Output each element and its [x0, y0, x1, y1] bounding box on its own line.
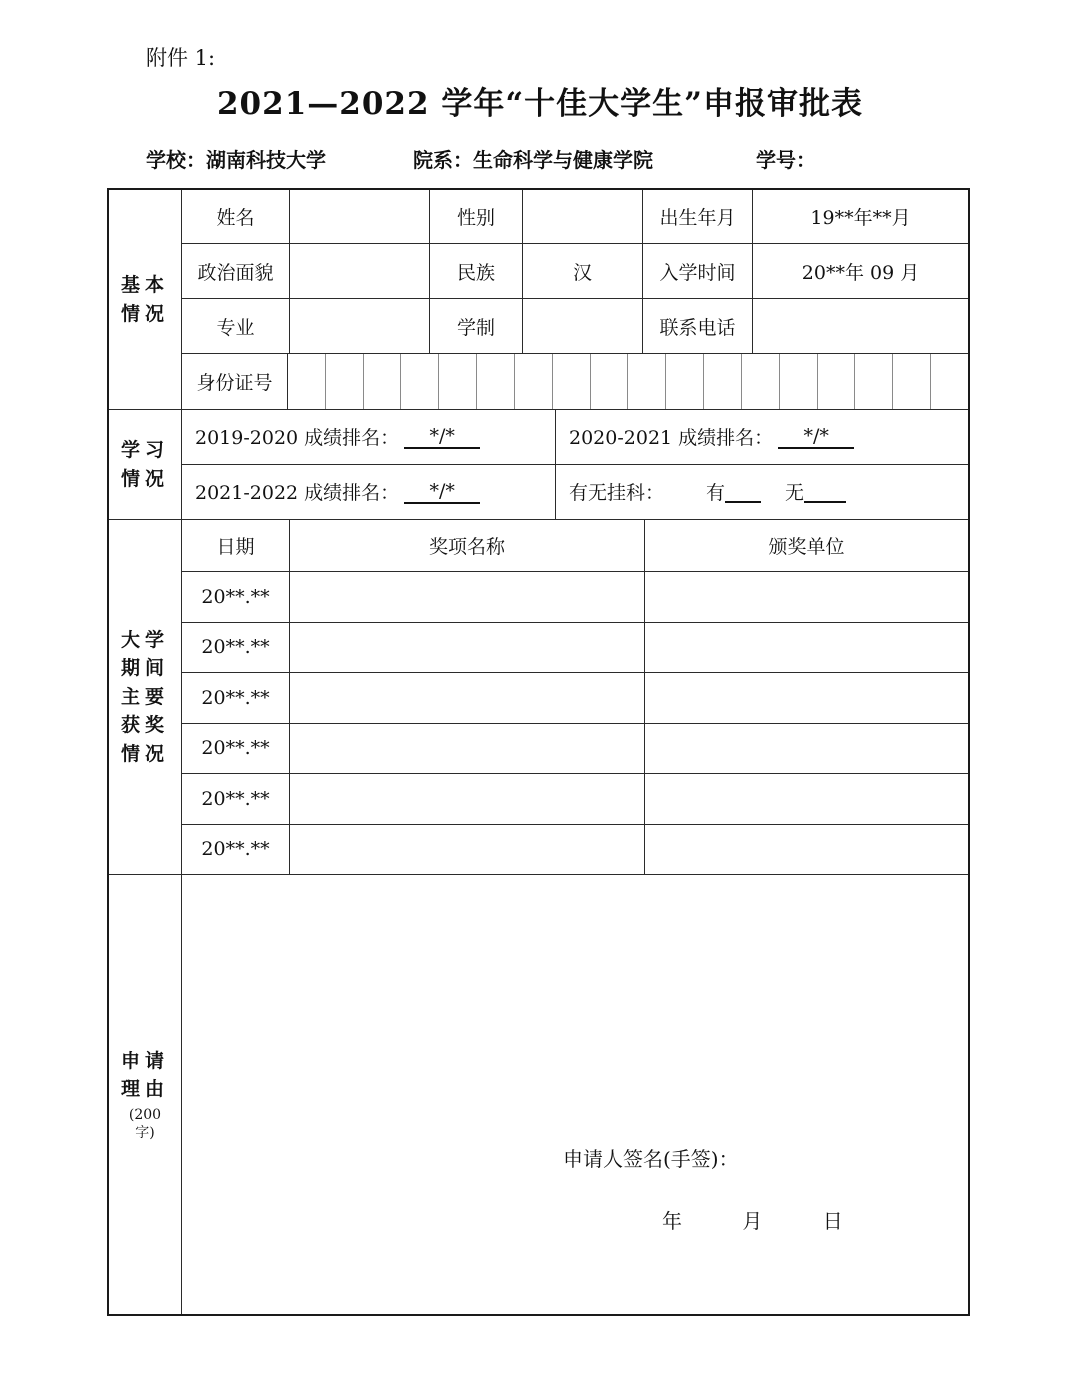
ethnicity-label: 民族 [430, 244, 523, 298]
applicant-signature-label: 申请人签名(手签)： [563, 1147, 739, 1171]
award-row [182, 724, 968, 775]
id-digit-cell[interactable] [288, 354, 326, 409]
failed-course-label: 有无挂科： [569, 482, 665, 505]
id-digit-cell[interactable] [515, 354, 553, 409]
application-reason-field[interactable] [182, 875, 968, 1314]
failed-yes-label: 有 [706, 482, 726, 505]
date-year-label: 年 [662, 1209, 682, 1233]
application-section-label: 申请理由 (200字) [109, 875, 182, 1314]
major-field[interactable] [290, 299, 430, 353]
id-digit-cell[interactable] [931, 354, 968, 409]
study-section-label: 学习情况 [109, 410, 182, 519]
word-limit-note: (200字) [128, 1106, 162, 1141]
id-digit-cell[interactable] [818, 354, 856, 409]
department-label: 院系：生命科学与健康学院 [413, 148, 653, 172]
award-date: 20**.** [182, 623, 290, 673]
political-status-label: 政治面貌 [182, 244, 290, 298]
failed-yes-field[interactable] [725, 481, 761, 503]
id-number-label: 身份证号 [182, 354, 288, 409]
id-digit-cell[interactable] [704, 354, 742, 409]
name-label: 姓名 [182, 190, 290, 243]
award-name-field[interactable] [290, 825, 645, 875]
award-name-field[interactable] [290, 673, 645, 723]
rank-2020-field[interactable]: */* [778, 424, 854, 449]
date-day-label: 日 [822, 1209, 843, 1233]
awards-header-row [182, 520, 968, 572]
rank-2020-label: 2020-2021 成绩排名： [569, 427, 774, 450]
award-org-field[interactable] [645, 572, 968, 622]
award-org-field[interactable] [645, 673, 968, 723]
award-org-field[interactable] [645, 724, 968, 774]
student-id-label: 学号： [756, 148, 816, 172]
schooling-length-field[interactable] [523, 299, 643, 353]
date-month-label: 月 [742, 1209, 763, 1233]
gender-field[interactable] [523, 190, 643, 243]
application-form-table [107, 188, 970, 1316]
birth-field[interactable]: 19**年**月 [810, 207, 911, 229]
basic-row-2 [182, 244, 968, 299]
gender-label: 性别 [430, 190, 523, 243]
rank-2021-cell [182, 465, 556, 520]
id-digit-cell[interactable] [326, 354, 364, 409]
basic-row-1 [182, 190, 968, 244]
award-row [182, 572, 968, 623]
rank-2019-cell [182, 410, 556, 464]
enrollment-label: 入学时间 [643, 244, 753, 298]
id-digit-cell[interactable] [401, 354, 439, 409]
failed-course-cell [556, 465, 968, 520]
award-row [182, 774, 968, 825]
id-digit-cell[interactable] [553, 354, 591, 409]
award-org-field[interactable] [645, 623, 968, 673]
awards-section-label: 大学期间主要获奖情况 [109, 520, 182, 874]
school-label: 学校：湖南科技大学 [146, 148, 326, 172]
award-name-field[interactable] [290, 623, 645, 673]
id-digit-cell[interactable] [742, 354, 780, 409]
award-name-header: 奖项名称 [290, 520, 645, 571]
schooling-length-label: 学制 [430, 299, 523, 353]
rank-2021-label: 2021-2022 成绩排名： [195, 482, 400, 505]
page-title: 2021—2022 学年“十佳大学生”申报审批表 [216, 86, 863, 122]
id-number-row [182, 354, 968, 409]
basic-row-3 [182, 299, 968, 354]
rank-2019-label: 2019-2020 成绩排名： [195, 427, 400, 450]
award-row [182, 825, 968, 875]
award-org-field[interactable] [645, 774, 968, 824]
award-row [182, 673, 968, 724]
attachment-label: 附件 1: [146, 46, 216, 70]
ethnicity-field[interactable]: 汉 [523, 244, 643, 298]
id-digit-cell[interactable] [893, 354, 931, 409]
rank-2020-cell [556, 410, 968, 464]
section-study-info [109, 410, 968, 520]
political-status-field[interactable] [290, 244, 430, 298]
award-date: 20**.** [182, 724, 290, 774]
award-name-field[interactable] [290, 724, 645, 774]
study-row-2 [182, 465, 968, 520]
award-date: 20**.** [182, 825, 290, 875]
id-digit-cell[interactable] [364, 354, 402, 409]
award-date: 20**.** [182, 774, 290, 824]
award-date: 20**.** [182, 673, 290, 723]
award-org-field[interactable] [645, 825, 968, 875]
header-info-line [0, 144, 1080, 172]
signature-date-line [662, 1205, 843, 1234]
award-name-field[interactable] [290, 774, 645, 824]
rank-2021-field[interactable]: */* [404, 479, 480, 504]
major-label: 专业 [182, 299, 290, 353]
failed-no-label: 无 [785, 482, 805, 505]
failed-no-field[interactable] [804, 481, 846, 503]
basic-info-section-label: 基本情况 [109, 190, 182, 409]
id-digit-cell[interactable] [591, 354, 629, 409]
study-row-1 [182, 410, 968, 465]
id-digit-cell[interactable] [439, 354, 477, 409]
id-digit-cell[interactable] [780, 354, 818, 409]
id-digit-cell[interactable] [666, 354, 704, 409]
award-org-header: 颁奖单位 [768, 536, 845, 558]
enrollment-field[interactable]: 20**年 09 月 [801, 261, 920, 284]
award-row [182, 623, 968, 674]
id-digit-cell[interactable] [477, 354, 515, 409]
section-application-reason [109, 875, 968, 1314]
name-field[interactable] [290, 190, 430, 243]
rank-2019-field[interactable]: */* [404, 424, 480, 449]
birth-label: 出生年月 [643, 190, 753, 243]
phone-field[interactable] [753, 299, 968, 353]
section-basic-info [109, 190, 968, 410]
award-date-header: 日期 [182, 520, 290, 571]
id-digit-cell[interactable] [855, 354, 893, 409]
phone-label: 联系电话 [643, 299, 753, 353]
award-name-field[interactable] [290, 572, 645, 622]
award-date: 20**.** [182, 572, 290, 622]
id-digit-cell[interactable] [628, 354, 666, 409]
section-awards [109, 520, 968, 875]
